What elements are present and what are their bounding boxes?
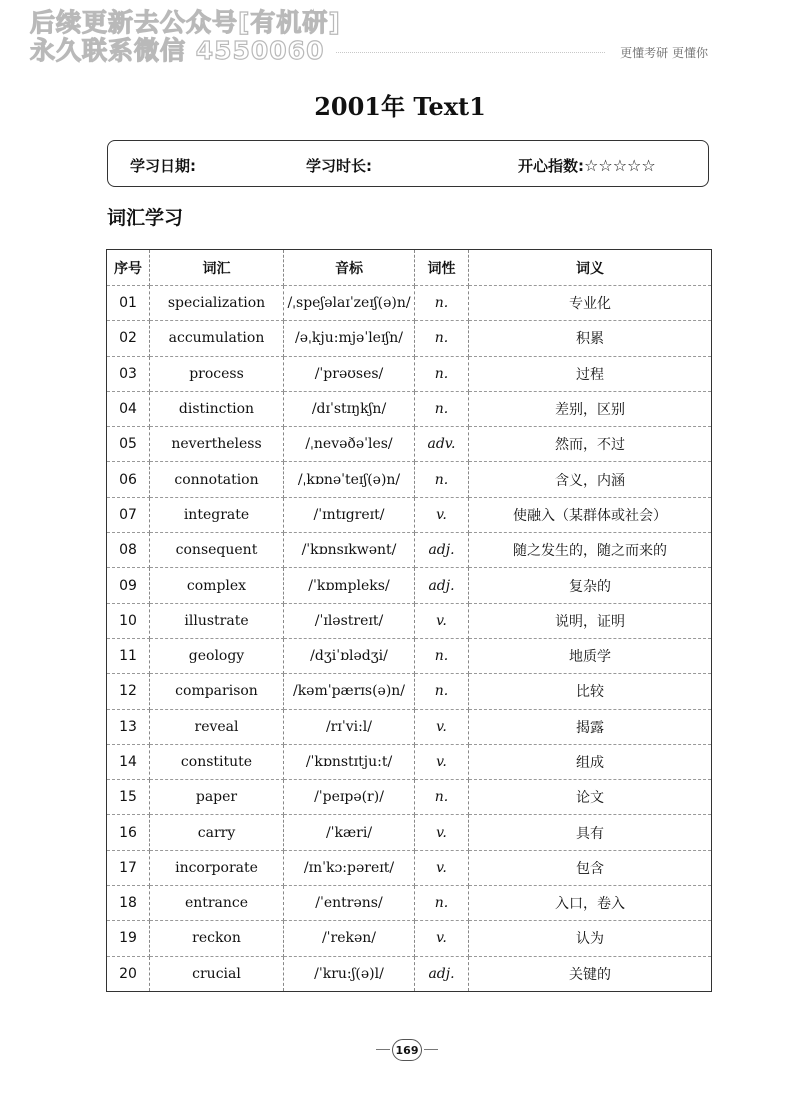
cell-phonetic: /ˈkɒmpleks/ (284, 568, 415, 603)
cell-word: distinction (150, 391, 284, 426)
table-row (107, 497, 712, 532)
cell-word: nevertheless (150, 427, 284, 462)
cell-word: comparison (150, 674, 284, 709)
cell-part-of-speech: n. (415, 886, 469, 921)
cell-part-of-speech: v. (415, 921, 469, 956)
table-row (107, 427, 712, 462)
page-title: 2001年 Text1 (314, 92, 486, 121)
cell-phonetic: /ˈkɒnstɪtju:t/ (284, 744, 415, 779)
cell-meaning: 论文 (469, 780, 712, 815)
cell-part-of-speech: v. (415, 815, 469, 850)
happiness-label: 开心指数: (518, 157, 584, 175)
cell-number: 09 (107, 568, 150, 603)
table-row (107, 956, 712, 991)
header-part-of-speech: 词性 (415, 250, 469, 286)
page-number-ornament-left (376, 1049, 390, 1050)
cell-number: 07 (107, 497, 150, 532)
cell-word: consequent (150, 533, 284, 568)
cell-word: constitute (150, 744, 284, 779)
cell-number: 18 (107, 886, 150, 921)
cell-word: carry (150, 815, 284, 850)
cell-meaning: 使融入（某群体或社会） (469, 497, 712, 532)
cell-number: 19 (107, 921, 150, 956)
cell-phonetic: /ˈprəʊses/ (284, 356, 415, 391)
cell-number: 13 (107, 709, 150, 744)
cell-phonetic: /ˈɪləstreɪt/ (284, 603, 415, 638)
cell-part-of-speech: adv. (415, 427, 469, 462)
cell-part-of-speech: n. (415, 286, 469, 321)
page-number-ornament-right (424, 1049, 438, 1050)
cell-part-of-speech: adj. (415, 956, 469, 991)
cell-meaning: 然而，不过 (469, 427, 712, 462)
cell-phonetic: /ˈɪntɪgreɪt/ (284, 497, 415, 532)
cell-meaning: 含义，内涵 (469, 462, 712, 497)
table-row (107, 462, 712, 497)
study-duration-label: 学习时长: (306, 157, 372, 175)
cell-number: 14 (107, 744, 150, 779)
cell-meaning: 揭露 (469, 709, 712, 744)
cell-part-of-speech: n. (415, 462, 469, 497)
table-row (107, 321, 712, 356)
cell-word: connotation (150, 462, 284, 497)
cell-word: geology (150, 638, 284, 673)
cell-part-of-speech: adj. (415, 533, 469, 568)
cell-phonetic: /dɪˈstɪŋkʃn/ (284, 391, 415, 426)
header-phonetic: 音标 (284, 250, 415, 286)
cell-number: 08 (107, 533, 150, 568)
cell-phonetic: /ˈentrəns/ (284, 886, 415, 921)
cell-meaning: 组成 (469, 744, 712, 779)
cell-meaning: 具有 (469, 815, 712, 850)
table-row (107, 533, 712, 568)
watermark-line-2: 永久联系微信 4550060 (30, 36, 325, 65)
cell-part-of-speech: v. (415, 497, 469, 532)
table-row (107, 286, 712, 321)
cell-word: paper (150, 780, 284, 815)
cell-number: 16 (107, 815, 150, 850)
cell-meaning: 包含 (469, 850, 712, 885)
cell-meaning: 积累 (469, 321, 712, 356)
header-slogan: 更懂考研 更懂你 (620, 46, 708, 60)
cell-part-of-speech: n. (415, 391, 469, 426)
cell-word: reckon (150, 921, 284, 956)
study-date-label: 学习日期: (130, 157, 196, 175)
cell-meaning: 比较 (469, 674, 712, 709)
cell-part-of-speech: n. (415, 780, 469, 815)
happiness-index (518, 155, 656, 176)
cell-phonetic: /kəmˈpærɪs(ə)n/ (284, 674, 415, 709)
cell-number: 12 (107, 674, 150, 709)
header-rule (336, 52, 605, 53)
cell-number: 15 (107, 780, 150, 815)
vocabulary-table (106, 249, 712, 992)
cell-meaning: 过程 (469, 356, 712, 391)
table-row (107, 780, 712, 815)
cell-part-of-speech: v. (415, 603, 469, 638)
study-info-box (107, 140, 709, 187)
table-row (107, 709, 712, 744)
cell-part-of-speech: n. (415, 356, 469, 391)
cell-part-of-speech: n. (415, 638, 469, 673)
table-row (107, 391, 712, 426)
cell-number: 05 (107, 427, 150, 462)
cell-word: reveal (150, 709, 284, 744)
cell-number: 02 (107, 321, 150, 356)
header-word: 词汇 (150, 250, 284, 286)
cell-phonetic: /ˈrekən/ (284, 921, 415, 956)
cell-phonetic: /ˌspeʃəlaɪˈzeɪʃ(ə)n/ (284, 286, 415, 321)
cell-word: illustrate (150, 603, 284, 638)
cell-number: 04 (107, 391, 150, 426)
cell-number: 06 (107, 462, 150, 497)
cell-phonetic: /ˌnevəðəˈles/ (284, 427, 415, 462)
cell-number: 17 (107, 850, 150, 885)
cell-meaning: 差别，区别 (469, 391, 712, 426)
cell-meaning: 随之发生的，随之而来的 (469, 533, 712, 568)
cell-word: entrance (150, 886, 284, 921)
table-row (107, 674, 712, 709)
cell-part-of-speech: n. (415, 674, 469, 709)
table-row (107, 850, 712, 885)
cell-word: process (150, 356, 284, 391)
watermark-line-1: 后续更新去公众号[有机研] (30, 8, 341, 37)
cell-word: integrate (150, 497, 284, 532)
section-title: 词汇学习 (107, 207, 184, 229)
cell-phonetic: /ɪnˈkɔ:pəreɪt/ (284, 850, 415, 885)
cell-meaning: 认为 (469, 921, 712, 956)
cell-word: complex (150, 568, 284, 603)
table-row (107, 638, 712, 673)
cell-phonetic: /ˈkæri/ (284, 815, 415, 850)
cell-part-of-speech: adj. (415, 568, 469, 603)
cell-number: 03 (107, 356, 150, 391)
cell-meaning: 关键的 (469, 956, 712, 991)
table-row (107, 356, 712, 391)
cell-number: 10 (107, 603, 150, 638)
cell-meaning: 说明，证明 (469, 603, 712, 638)
header-number: 序号 (107, 250, 150, 286)
cell-part-of-speech: v. (415, 709, 469, 744)
cell-phonetic: /əˌkju:mjəˈleɪʃn/ (284, 321, 415, 356)
cell-phonetic: /ˈkɒnsɪkwənt/ (284, 533, 415, 568)
table-row (107, 603, 712, 638)
page-number: 169 (392, 1039, 422, 1061)
cell-part-of-speech: n. (415, 321, 469, 356)
cell-number: 20 (107, 956, 150, 991)
cell-meaning: 专业化 (469, 286, 712, 321)
header-meaning: 词义 (469, 250, 712, 286)
cell-word: specialization (150, 286, 284, 321)
cell-meaning: 复杂的 (469, 568, 712, 603)
cell-meaning: 入口，卷入 (469, 886, 712, 921)
cell-part-of-speech: v. (415, 744, 469, 779)
cell-number: 01 (107, 286, 150, 321)
cell-word: incorporate (150, 850, 284, 885)
cell-phonetic: /ˈpeɪpə(r)/ (284, 780, 415, 815)
table-header-row (107, 250, 712, 286)
cell-phonetic: /ˈkru:ʃ(ə)l/ (284, 956, 415, 991)
cell-phonetic: /ˌkɒnəˈteɪʃ(ə)n/ (284, 462, 415, 497)
cell-word: crucial (150, 956, 284, 991)
cell-number: 11 (107, 638, 150, 673)
happiness-stars: ☆☆☆☆☆ (584, 156, 656, 175)
cell-word: accumulation (150, 321, 284, 356)
cell-meaning: 地质学 (469, 638, 712, 673)
table-row (107, 921, 712, 956)
cell-part-of-speech: v. (415, 850, 469, 885)
table-row (107, 815, 712, 850)
table-row (107, 568, 712, 603)
cell-phonetic: /dʒiˈɒlədʒi/ (284, 638, 415, 673)
table-row (107, 886, 712, 921)
cell-phonetic: /rɪˈvi:l/ (284, 709, 415, 744)
table-row (107, 744, 712, 779)
